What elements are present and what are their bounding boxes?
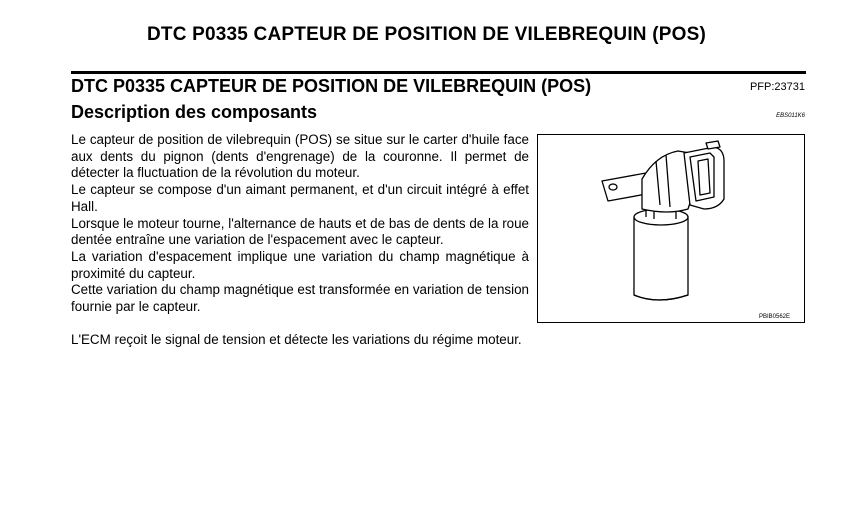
reference-code: EBS011K6	[776, 113, 805, 119]
paragraph-rotation: Lorsque le moteur tourne, l'alternance de hauts et de bas de dents de la roue dentée entraîne une variation de l'espacement avec le capteur.	[71, 215, 529, 248]
section-title: DTC P0335 CAPTEUR DE POSITION DE VILEBREQUIN (POS)	[71, 76, 592, 96]
figure-code: PBIB0562E	[758, 314, 790, 320]
page-title: DTC P0335 CAPTEUR DE POSITION DE VILEBREQUIN (POS)	[147, 24, 706, 45]
section-subtitle: Description des composants	[71, 102, 318, 122]
paragraph-composition: Le capteur se compose d'un aimant permanent, et d'un circuit intégré à effet Hall.	[71, 182, 529, 214]
section-divider	[71, 71, 806, 74]
description-text	[71, 132, 529, 316]
paragraph-voltage: Cette variation du champ magnétique est transformée en variation de tension fournie par le capteur.	[71, 282, 529, 315]
crankshaft-sensor-drawing	[538, 135, 806, 324]
paragraph-location: Le capteur de position de vilebrequin (POS) se situe sur le carter d'huile face aux dents du pignon (dents d'engrenage) de la couronne. Il permet de détecter la fluctuation de la révolution du moteur.	[71, 132, 529, 181]
paragraph-ecm: L'ECM reçoit le signal de tension et détecte les variations du régime moteur.	[71, 332, 522, 347]
pfp-code: PFP:23731	[749, 81, 805, 93]
sensor-figure	[537, 134, 805, 323]
paragraph-magnetic-field: La variation d'espacement implique une variation du champ magnétique à proximité du capteur.	[71, 248, 529, 281]
